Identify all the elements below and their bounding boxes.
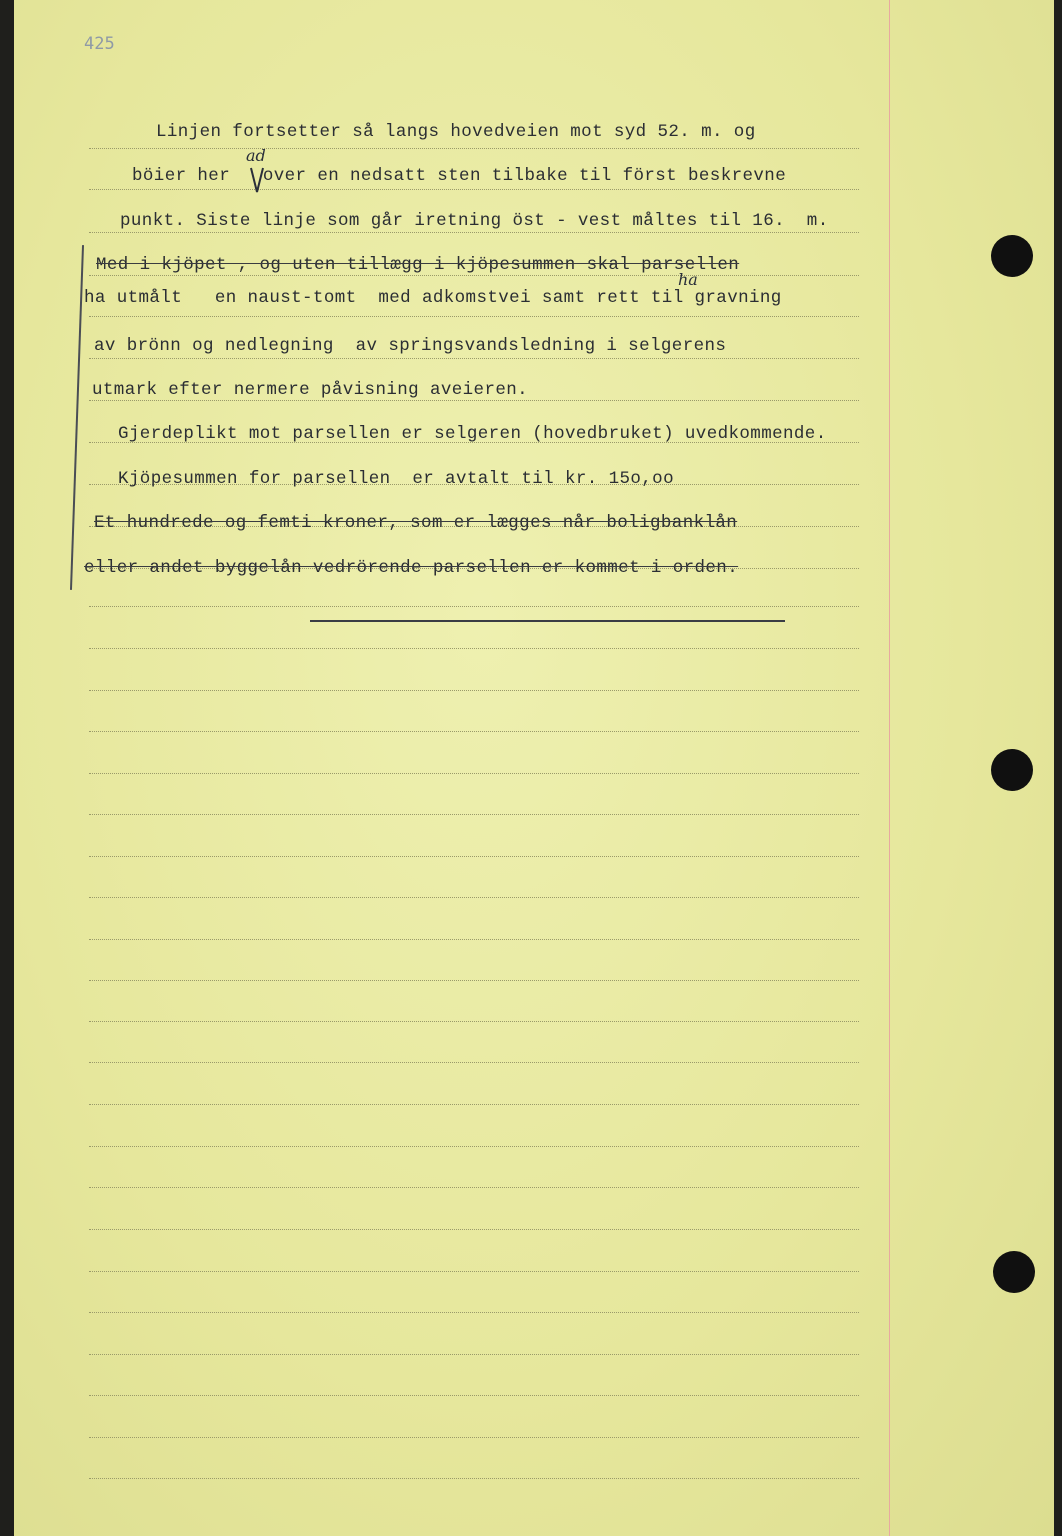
ruled-line [89, 1354, 859, 1355]
text-line-11: eller andet byggelån vedrörende parsellen er kommet i orden. [84, 558, 739, 578]
document-page [14, 0, 1054, 1536]
ruled-line [89, 814, 859, 815]
ruled-line [89, 773, 859, 774]
ruled-line [89, 690, 859, 691]
ruled-line [89, 358, 859, 359]
text-line-8: Gjerdeplikt mot parsellen er selgeren (hovedbruket) uvedkommende. [118, 424, 827, 444]
ruled-line [89, 897, 859, 898]
page-number: 425 [84, 34, 115, 54]
text-line-6: av brönn og nedlegning av springsvandsledning i selgerens [94, 336, 727, 356]
text-line-2: böier her over en nedsatt sten tilbake til först beskrevne [132, 166, 787, 186]
text-line-10: Et hundrede og femti kroner, som er lægges når boligbanklån [94, 513, 738, 533]
ruled-line [89, 856, 859, 857]
ruled-line [89, 275, 859, 276]
closing-rule [310, 620, 785, 622]
punch-hole [991, 749, 1033, 791]
text-line-7: utmark efter nermere påvisning aveieren. [92, 380, 529, 400]
text-line-3: punkt. Siste linje som går iretning öst - vest måltes til 16. m. [120, 211, 829, 231]
ruled-line [89, 316, 859, 317]
ruled-line [89, 731, 859, 732]
handwritten-insert-ad: ad [246, 146, 266, 165]
ruled-line [89, 400, 859, 401]
margin-line [889, 0, 890, 1536]
margin-bracket [70, 245, 84, 590]
ruled-line [89, 1021, 859, 1022]
ruled-line [89, 1478, 859, 1479]
ruled-line [89, 1395, 859, 1396]
ruled-line [89, 939, 859, 940]
ruled-line [89, 606, 859, 607]
ruled-line [89, 1062, 859, 1063]
insertion-caret-icon [250, 166, 264, 194]
ruled-line [89, 1271, 859, 1272]
ruled-line [89, 1229, 859, 1230]
ruled-line [89, 1437, 859, 1438]
ruled-line [89, 1146, 859, 1147]
punch-hole [993, 1251, 1035, 1293]
ruled-line [89, 189, 859, 190]
ruled-line [89, 1104, 859, 1105]
ruled-line [89, 1187, 859, 1188]
punch-hole [991, 235, 1033, 277]
text-line-1: Linjen fortsetter så langs hovedveien mot syd 52. m. og [156, 122, 756, 142]
text-line-4: Med i kjöpet , og uten tillægg i kjöpesummen skal parsellen [96, 255, 740, 275]
ruled-line [89, 232, 859, 233]
ruled-line [89, 1312, 859, 1313]
ruled-line [89, 980, 859, 981]
text-line-9: Kjöpesummen for parsellen er avtalt til kr. 15o,oo [118, 469, 674, 489]
text-line-5: ha utmålt en naust-tomt med adkomstvei samt rett til gravning [84, 288, 782, 308]
ruled-line [89, 648, 859, 649]
handwritten-insert-ha: ha [678, 270, 698, 289]
ruled-line [89, 148, 859, 149]
